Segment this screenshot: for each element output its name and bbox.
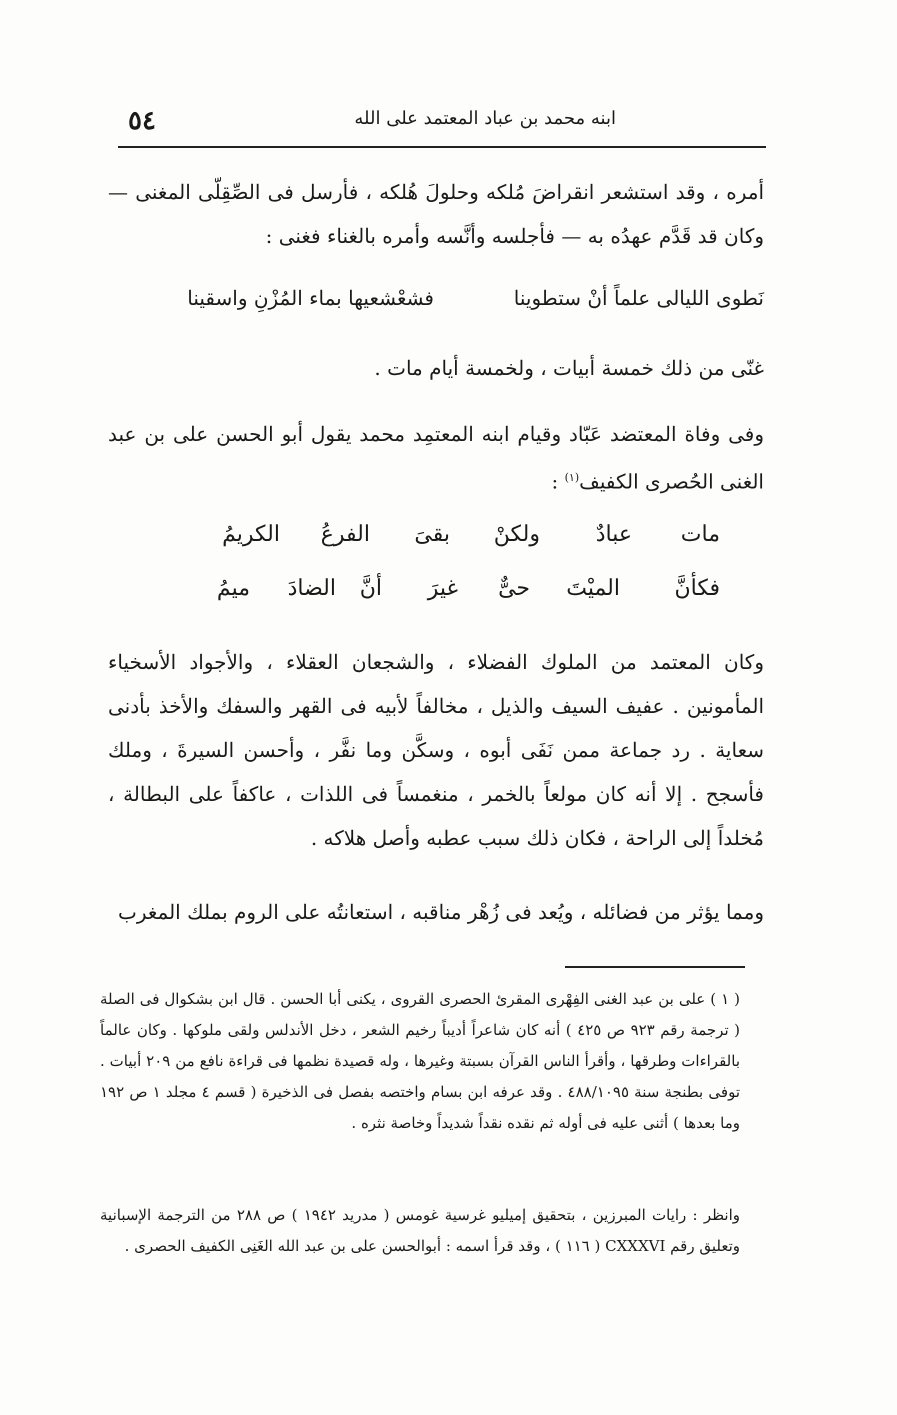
verse-2-word: أنَّ [359,576,382,601]
paragraph-1: أمره ، وقد استشعر انقراضَ مُلكه وحلولَ هُلكه ، فأرسل فى الصِّقِلّى المغنى — وكان قد قَدَّم عهدُه به — فأجلسه وأنَّسه وأمره بالغناء فغنى : [108,180,764,248]
footnote-1 [100,984,740,1139]
verse-2-word: مات [680,522,720,547]
verse-2-word: غيرَ [427,576,458,601]
verse-2-word: الضادَ [287,576,336,601]
verse-2-word: الكريمُ [222,522,280,547]
paragraph-after-verse-1: غنّى من ذلك خمسة أبيات ، ولخمسة أيام مات . [374,356,764,380]
footnote-rule [565,966,745,968]
paragraph-2-tail: : [551,469,565,494]
verse-2-word: ولكنْ [493,522,540,547]
footnote-1-number: ( ١ ) [710,990,740,1008]
paragraph-3: وكان المعتمد من الملوك الفضلاء ، والشجعان العقلاء ، والأجواد الأسخياء المأمونين . عفيف السيف والذيل ، مخالفاً لأبيه فى القهر والسفك والأخذ بأدنى سعاية . رد جماعة ممن نَفَى أبوه ، وسكَّن وما نفَّر ، وأحسن السيرةَ ، وملك فأسجح . إلا أنه كان مولعاً بالخمر ، منغمساً فى اللذات ، عاكفاً على البطالة ، مُخلداً إلى الراحة ، فكان ذلك سبب عطبه وأصل هلاكه . [108,650,764,850]
verse-2-line-1 [180,522,720,570]
page-number: ٥٤ [128,106,156,136]
verse-1-hemistich-1: نَطوى الليالى علماً أنْ ستطوينا [513,286,764,310]
footnote-1-text: على بن عبد الغنى الفِهْرى المقرئ الحصرى القروى ، يكنى أبا الحسن . قال ابن بشكوال فى الصلة ( ترجمة رقم ٩٢٣ ص ٤٢٥ ) أنه كان شاعراً أديباً رخيم الشعر ، دخل الأندلس ولقى ملوكها . وكان عالماً بالقراءات وطرقها ، وأقرأ الناس القرآن بسبتة وغيرها ، وله قصيدة نظمها فى قراءة نافع من ٢٠٩ أبيات . توفى بطنجة سنة ٤٨٨/١٠٩٥ . وقد عرفه ابن بسام واختصه بفصل فى الذخيرة ( قسم ٤ مجلد ١ ص ١٩٢ وما بعدها ) أثنى عليه فى أوله ثم نقده نقداً شديداً وخاصة نثره . [100,990,741,1132]
page-header [118,100,766,140]
running-title: ابنه محمد بن عباد المعتمد على الله [354,108,616,129]
paragraph-2 [108,412,764,504]
verse-2-word: بقىَ [414,522,450,547]
verse-2-word: الفرعُ [320,522,370,547]
paragraph-2-text: وفى وفاة المعتضد عَبّاد وقيام ابنه المعتمِد محمد يقول أبو الحسن على بن عبد الغنى الحُصرى الكفيف [108,422,764,494]
verse-2-word: ميمُ [216,576,250,601]
verse-2-word: فكأنَّ [674,576,720,601]
verse-2-word: حىٌّ [498,576,530,601]
verse-1 [108,286,764,330]
verse-2-word: الميْتَ [566,576,620,601]
footnote-2: وانظر : رايات المبرزين ، بتحقيق إميليو غرسية غومس ( مدريد ١٩٤٢ ) ص ٢٨٨ من الترجمة الإسبانية وتعليق رقم CXXXVI ( ١١٦ ) ، وقد قرأ اسمه : أبوالحسن على بن عبد الله الغَنِى الكفيف الحصرى . [100,1206,740,1255]
paragraph-4: ومما يؤثر من فضائله ، ويُعد فى زُهْر مناقبه ، استعانتُه على الروم بملك المغرب [118,900,764,924]
header-rule [118,146,766,148]
footnote-ref-1: (١) [564,471,580,484]
verse-2-word: عبادٌ [595,522,632,547]
verse-1-hemistich-2: فشعْشعيها بماء المُزْنِ واسقينا [187,286,434,310]
verse-2-line-2 [180,576,720,624]
